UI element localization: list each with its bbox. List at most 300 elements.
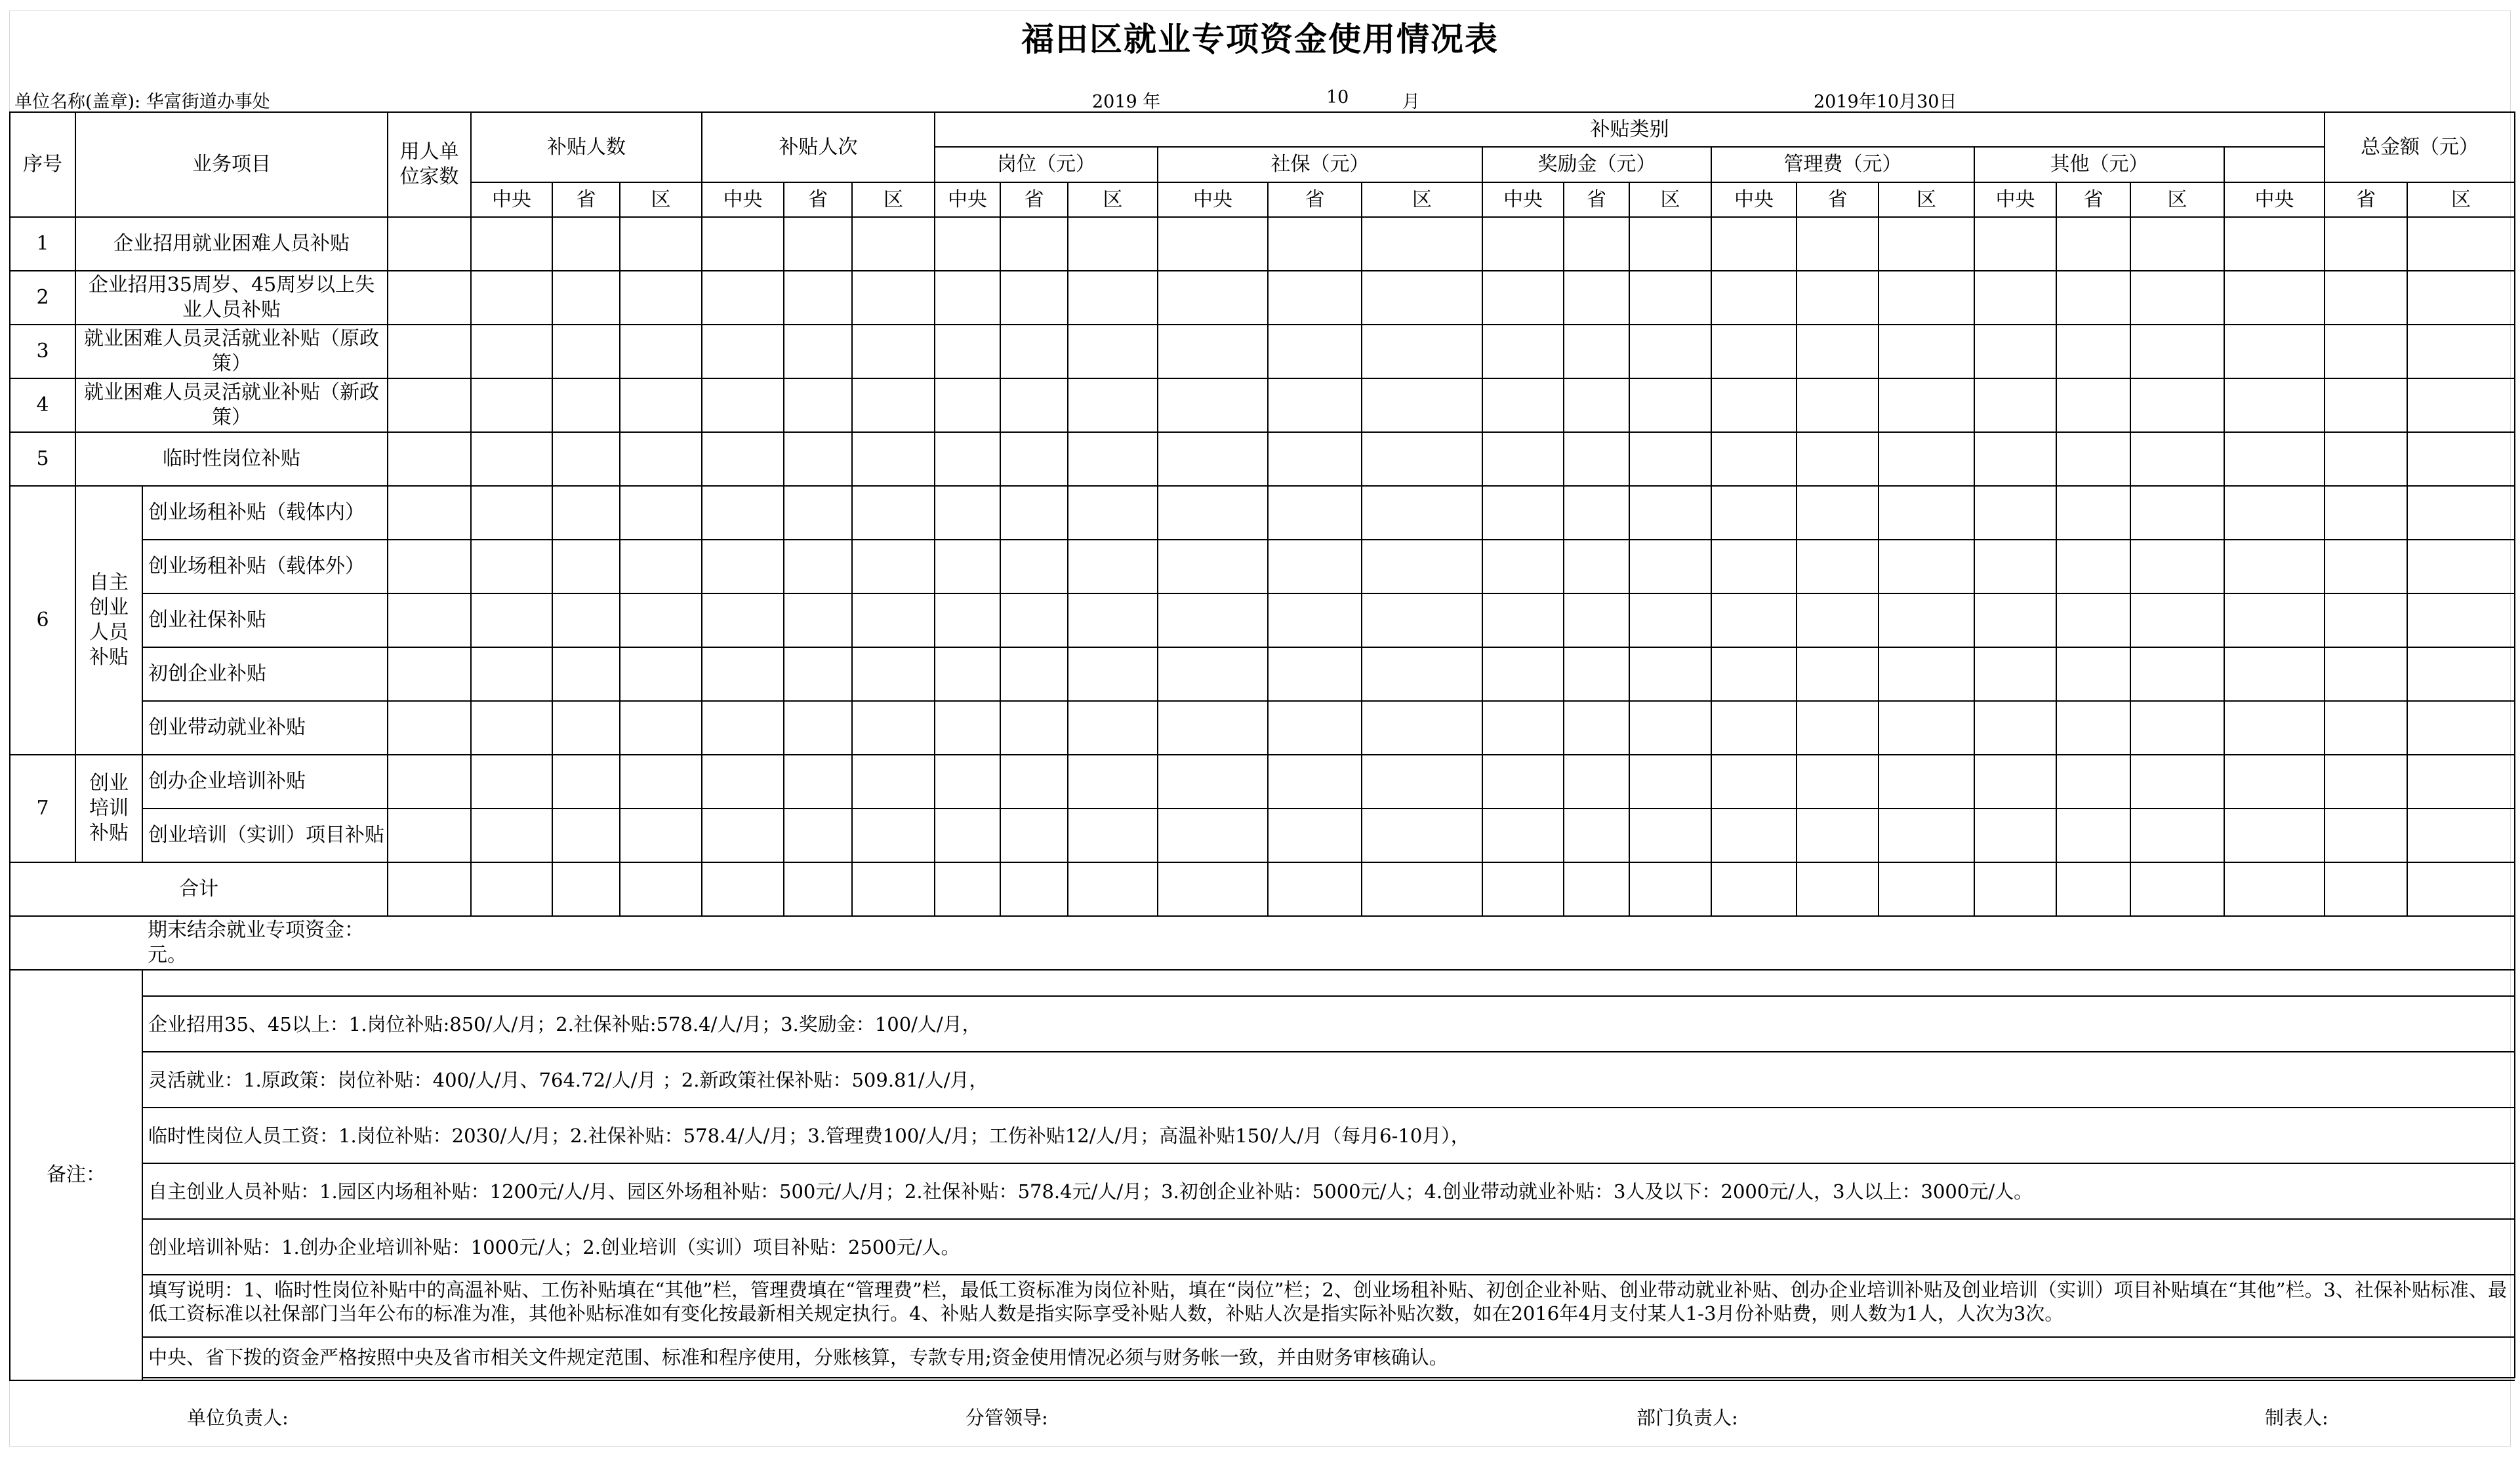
entry-cell[interactable] [935, 701, 1000, 755]
entry-cell[interactable] [2130, 217, 2224, 271]
entry-cell[interactable] [1362, 647, 1482, 701]
entry-cell[interactable] [1000, 755, 1068, 809]
entry-cell[interactable] [388, 593, 471, 647]
entry-cell[interactable] [784, 432, 852, 486]
entry-cell[interactable] [1362, 701, 1482, 755]
entry-cell[interactable] [2130, 701, 2224, 755]
entry-cell[interactable] [1158, 217, 1268, 271]
entry-cell[interactable] [1000, 325, 1068, 378]
entry-cell[interactable] [388, 809, 471, 862]
entry-cell[interactable] [388, 647, 471, 701]
entry-cell[interactable] [1362, 378, 1482, 432]
entry-cell[interactable] [471, 432, 552, 486]
entry-cell[interactable] [1797, 432, 1879, 486]
entry-cell[interactable] [1711, 540, 1797, 593]
entry-cell[interactable] [1711, 593, 1797, 647]
entry-cell[interactable] [2224, 325, 2325, 378]
entry-cell[interactable] [2056, 325, 2130, 378]
entry-cell[interactable] [1797, 755, 1879, 809]
entry-cell[interactable] [620, 647, 702, 701]
entry-cell[interactable] [1711, 271, 1797, 325]
entry-cell[interactable] [784, 862, 852, 916]
entry-cell[interactable] [2407, 755, 2515, 809]
entry-cell[interactable] [471, 809, 552, 862]
entry-cell[interactable] [2407, 809, 2515, 862]
entry-cell[interactable] [1629, 217, 1711, 271]
entry-cell[interactable] [852, 593, 935, 647]
entry-cell[interactable] [702, 325, 784, 378]
entry-cell[interactable] [620, 809, 702, 862]
entry-cell[interactable] [784, 701, 852, 755]
entry-cell[interactable] [1482, 217, 1564, 271]
entry-cell[interactable] [1068, 378, 1158, 432]
entry-cell[interactable] [1629, 647, 1711, 701]
entry-cell[interactable] [1482, 271, 1564, 325]
entry-cell[interactable] [1482, 701, 1564, 755]
entry-cell[interactable] [388, 325, 471, 378]
entry-cell[interactable] [1268, 217, 1362, 271]
entry-cell[interactable] [1711, 432, 1797, 486]
entry-cell[interactable] [1797, 701, 1879, 755]
entry-cell[interactable] [784, 593, 852, 647]
entry-cell[interactable] [702, 540, 784, 593]
entry-cell[interactable] [2224, 647, 2325, 701]
entry-cell[interactable] [2325, 271, 2407, 325]
entry-cell[interactable] [2224, 593, 2325, 647]
entry-cell[interactable] [1158, 486, 1268, 540]
entry-cell[interactable] [2224, 217, 2325, 271]
entry-cell[interactable] [1711, 862, 1797, 916]
entry-cell[interactable] [1482, 432, 1564, 486]
entry-cell[interactable] [2407, 271, 2515, 325]
entry-cell[interactable] [2325, 432, 2407, 486]
entry-cell[interactable] [2325, 862, 2407, 916]
entry-cell[interactable] [935, 271, 1000, 325]
entry-cell[interactable] [1068, 432, 1158, 486]
entry-cell[interactable] [2130, 593, 2224, 647]
entry-cell[interactable] [471, 486, 552, 540]
entry-cell[interactable] [1000, 486, 1068, 540]
entry-cell[interactable] [2407, 701, 2515, 755]
entry-cell[interactable] [1564, 862, 1629, 916]
entry-cell[interactable] [935, 540, 1000, 593]
entry-cell[interactable] [935, 647, 1000, 701]
entry-cell[interactable] [552, 217, 620, 271]
entry-cell[interactable] [1879, 378, 1974, 432]
entry-cell[interactable] [2130, 271, 2224, 325]
entry-cell[interactable] [471, 378, 552, 432]
entry-cell[interactable] [388, 701, 471, 755]
entry-cell[interactable] [1797, 378, 1879, 432]
entry-cell[interactable] [1482, 540, 1564, 593]
entry-cell[interactable] [388, 217, 471, 271]
entry-cell[interactable] [1629, 593, 1711, 647]
entry-cell[interactable] [1711, 325, 1797, 378]
entry-cell[interactable] [1879, 593, 1974, 647]
entry-cell[interactable] [2056, 593, 2130, 647]
entry-cell[interactable] [2407, 217, 2515, 271]
entry-cell[interactable] [2056, 755, 2130, 809]
entry-cell[interactable] [2407, 647, 2515, 701]
entry-cell[interactable] [1974, 217, 2056, 271]
entry-cell[interactable] [1268, 325, 1362, 378]
entry-cell[interactable] [2224, 271, 2325, 325]
entry-cell[interactable] [471, 701, 552, 755]
entry-cell[interactable] [2325, 647, 2407, 701]
entry-cell[interactable] [1974, 486, 2056, 540]
entry-cell[interactable] [2325, 486, 2407, 540]
entry-cell[interactable] [552, 647, 620, 701]
entry-cell[interactable] [1482, 862, 1564, 916]
entry-cell[interactable] [1564, 271, 1629, 325]
entry-cell[interactable] [388, 540, 471, 593]
entry-cell[interactable] [2325, 378, 2407, 432]
entry-cell[interactable] [552, 271, 620, 325]
entry-cell[interactable] [2056, 378, 2130, 432]
entry-cell[interactable] [388, 378, 471, 432]
entry-cell[interactable] [1482, 486, 1564, 540]
entry-cell[interactable] [1268, 540, 1362, 593]
entry-cell[interactable] [702, 486, 784, 540]
entry-cell[interactable] [2224, 755, 2325, 809]
entry-cell[interactable] [2130, 809, 2224, 862]
entry-cell[interactable] [1268, 862, 1362, 916]
entry-cell[interactable] [1711, 378, 1797, 432]
entry-cell[interactable] [2056, 862, 2130, 916]
entry-cell[interactable] [702, 217, 784, 271]
entry-cell[interactable] [1158, 325, 1268, 378]
entry-cell[interactable] [1629, 325, 1711, 378]
entry-cell[interactable] [1974, 432, 2056, 486]
entry-cell[interactable] [1158, 540, 1268, 593]
entry-cell[interactable] [552, 593, 620, 647]
entry-cell[interactable] [1564, 540, 1629, 593]
entry-cell[interactable] [1564, 486, 1629, 540]
entry-cell[interactable] [702, 432, 784, 486]
entry-cell[interactable] [2325, 325, 2407, 378]
entry-cell[interactable] [1068, 862, 1158, 916]
entry-cell[interactable] [552, 809, 620, 862]
entry-cell[interactable] [1974, 540, 2056, 593]
entry-cell[interactable] [2130, 540, 2224, 593]
entry-cell[interactable] [552, 540, 620, 593]
entry-cell[interactable] [1068, 593, 1158, 647]
entry-cell[interactable] [935, 862, 1000, 916]
entry-cell[interactable] [1629, 432, 1711, 486]
entry-cell[interactable] [1629, 271, 1711, 325]
entry-cell[interactable] [1564, 432, 1629, 486]
entry-cell[interactable] [1564, 647, 1629, 701]
entry-cell[interactable] [1879, 809, 1974, 862]
entry-cell[interactable] [620, 486, 702, 540]
entry-cell[interactable] [1362, 593, 1482, 647]
entry-cell[interactable] [1711, 486, 1797, 540]
entry-cell[interactable] [702, 271, 784, 325]
entry-cell[interactable] [1158, 593, 1268, 647]
entry-cell[interactable] [2130, 432, 2224, 486]
entry-cell[interactable] [2056, 432, 2130, 486]
entry-cell[interactable] [1879, 755, 1974, 809]
entry-cell[interactable] [620, 325, 702, 378]
entry-cell[interactable] [784, 809, 852, 862]
entry-cell[interactable] [1879, 540, 1974, 593]
entry-cell[interactable] [2056, 701, 2130, 755]
entry-cell[interactable] [2224, 378, 2325, 432]
entry-cell[interactable] [471, 647, 552, 701]
entry-cell[interactable] [2224, 540, 2325, 593]
entry-cell[interactable] [1268, 271, 1362, 325]
entry-cell[interactable] [1000, 862, 1068, 916]
entry-cell[interactable] [1482, 325, 1564, 378]
entry-cell[interactable] [1000, 540, 1068, 593]
entry-cell[interactable] [1629, 862, 1711, 916]
entry-cell[interactable] [620, 540, 702, 593]
entry-cell[interactable] [1629, 701, 1711, 755]
entry-cell[interactable] [1000, 647, 1068, 701]
entry-cell[interactable] [2407, 325, 2515, 378]
entry-cell[interactable] [1268, 486, 1362, 540]
entry-cell[interactable] [1564, 217, 1629, 271]
entry-cell[interactable] [552, 755, 620, 809]
entry-cell[interactable] [2056, 486, 2130, 540]
entry-cell[interactable] [784, 378, 852, 432]
entry-cell[interactable] [1268, 701, 1362, 755]
entry-cell[interactable] [2325, 217, 2407, 271]
entry-cell[interactable] [1629, 540, 1711, 593]
entry-cell[interactable] [1974, 647, 2056, 701]
entry-cell[interactable] [552, 432, 620, 486]
entry-cell[interactable] [471, 755, 552, 809]
entry-cell[interactable] [784, 755, 852, 809]
entry-cell[interactable] [852, 701, 935, 755]
entry-cell[interactable] [2407, 486, 2515, 540]
entry-cell[interactable] [2407, 540, 2515, 593]
entry-cell[interactable] [1974, 755, 2056, 809]
entry-cell[interactable] [852, 540, 935, 593]
entry-cell[interactable] [1629, 486, 1711, 540]
entry-cell[interactable] [471, 217, 552, 271]
entry-cell[interactable] [2130, 647, 2224, 701]
entry-cell[interactable] [1879, 271, 1974, 325]
entry-cell[interactable] [1879, 647, 1974, 701]
entry-cell[interactable] [1158, 432, 1268, 486]
entry-cell[interactable] [935, 593, 1000, 647]
entry-cell[interactable] [2325, 540, 2407, 593]
entry-cell[interactable] [2130, 378, 2224, 432]
entry-cell[interactable] [2407, 378, 2515, 432]
entry-cell[interactable] [552, 378, 620, 432]
entry-cell[interactable] [2224, 862, 2325, 916]
entry-cell[interactable] [1879, 217, 1974, 271]
entry-cell[interactable] [388, 862, 471, 916]
entry-cell[interactable] [388, 755, 471, 809]
entry-cell[interactable] [1974, 271, 2056, 325]
entry-cell[interactable] [1797, 271, 1879, 325]
entry-cell[interactable] [1711, 701, 1797, 755]
entry-cell[interactable] [1362, 486, 1482, 540]
entry-cell[interactable] [1879, 862, 1974, 916]
entry-cell[interactable] [2056, 271, 2130, 325]
entry-cell[interactable] [1158, 271, 1268, 325]
entry-cell[interactable] [1797, 809, 1879, 862]
entry-cell[interactable] [1711, 755, 1797, 809]
entry-cell[interactable] [1629, 809, 1711, 862]
entry-cell[interactable] [2224, 432, 2325, 486]
entry-cell[interactable] [1711, 647, 1797, 701]
entry-cell[interactable] [1268, 755, 1362, 809]
entry-cell[interactable] [1879, 432, 1974, 486]
entry-cell[interactable] [935, 217, 1000, 271]
entry-cell[interactable] [935, 325, 1000, 378]
entry-cell[interactable] [620, 217, 702, 271]
entry-cell[interactable] [784, 647, 852, 701]
entry-cell[interactable] [620, 271, 702, 325]
entry-cell[interactable] [852, 271, 935, 325]
entry-cell[interactable] [935, 755, 1000, 809]
entry-cell[interactable] [2407, 432, 2515, 486]
entry-cell[interactable] [1629, 755, 1711, 809]
entry-cell[interactable] [2407, 862, 2515, 916]
entry-cell[interactable] [552, 486, 620, 540]
entry-cell[interactable] [935, 432, 1000, 486]
entry-cell[interactable] [1879, 325, 1974, 378]
entry-cell[interactable] [552, 862, 620, 916]
entry-cell[interactable] [1268, 432, 1362, 486]
entry-cell[interactable] [784, 540, 852, 593]
entry-cell[interactable] [1068, 217, 1158, 271]
entry-cell[interactable] [1068, 325, 1158, 378]
entry-cell[interactable] [1974, 862, 2056, 916]
entry-cell[interactable] [1362, 809, 1482, 862]
entry-cell[interactable] [1629, 378, 1711, 432]
entry-cell[interactable] [852, 809, 935, 862]
entry-cell[interactable] [1974, 378, 2056, 432]
entry-cell[interactable] [1158, 701, 1268, 755]
entry-cell[interactable] [1564, 378, 1629, 432]
entry-cell[interactable] [2325, 809, 2407, 862]
entry-cell[interactable] [784, 271, 852, 325]
entry-cell[interactable] [1974, 701, 2056, 755]
entry-cell[interactable] [2130, 862, 2224, 916]
entry-cell[interactable] [1797, 593, 1879, 647]
entry-cell[interactable] [852, 217, 935, 271]
entry-cell[interactable] [1000, 217, 1068, 271]
entry-cell[interactable] [702, 378, 784, 432]
entry-cell[interactable] [620, 593, 702, 647]
entry-cell[interactable] [1158, 809, 1268, 862]
entry-cell[interactable] [1068, 701, 1158, 755]
entry-cell[interactable] [1000, 701, 1068, 755]
entry-cell[interactable] [935, 378, 1000, 432]
entry-cell[interactable] [1482, 647, 1564, 701]
entry-cell[interactable] [388, 486, 471, 540]
entry-cell[interactable] [702, 593, 784, 647]
entry-cell[interactable] [1482, 378, 1564, 432]
entry-cell[interactable] [852, 862, 935, 916]
entry-cell[interactable] [471, 540, 552, 593]
entry-cell[interactable] [702, 809, 784, 862]
entry-cell[interactable] [1362, 862, 1482, 916]
entry-cell[interactable] [388, 432, 471, 486]
entry-cell[interactable] [1797, 486, 1879, 540]
entry-cell[interactable] [1879, 486, 1974, 540]
entry-cell[interactable] [471, 271, 552, 325]
entry-cell[interactable] [1564, 701, 1629, 755]
entry-cell[interactable] [1564, 755, 1629, 809]
entry-cell[interactable] [2056, 217, 2130, 271]
entry-cell[interactable] [1797, 540, 1879, 593]
entry-cell[interactable] [1564, 809, 1629, 862]
entry-cell[interactable] [1000, 809, 1068, 862]
entry-cell[interactable] [1068, 755, 1158, 809]
entry-cell[interactable] [2325, 701, 2407, 755]
entry-cell[interactable] [1879, 701, 1974, 755]
entry-cell[interactable] [2056, 809, 2130, 862]
entry-cell[interactable] [552, 325, 620, 378]
entry-cell[interactable] [1000, 271, 1068, 325]
entry-cell[interactable] [2130, 325, 2224, 378]
entry-cell[interactable] [2325, 755, 2407, 809]
entry-cell[interactable] [620, 862, 702, 916]
entry-cell[interactable] [935, 809, 1000, 862]
entry-cell[interactable] [1362, 540, 1482, 593]
entry-cell[interactable] [935, 486, 1000, 540]
entry-cell[interactable] [1564, 325, 1629, 378]
entry-cell[interactable] [784, 217, 852, 271]
entry-cell[interactable] [2130, 755, 2224, 809]
entry-cell[interactable] [2130, 486, 2224, 540]
entry-cell[interactable] [1797, 862, 1879, 916]
entry-cell[interactable] [1000, 378, 1068, 432]
entry-cell[interactable] [852, 486, 935, 540]
entry-cell[interactable] [471, 862, 552, 916]
entry-cell[interactable] [1362, 271, 1482, 325]
entry-cell[interactable] [1974, 593, 2056, 647]
entry-cell[interactable] [1068, 486, 1158, 540]
entry-cell[interactable] [1362, 217, 1482, 271]
entry-cell[interactable] [552, 701, 620, 755]
entry-cell[interactable] [852, 647, 935, 701]
entry-cell[interactable] [1068, 647, 1158, 701]
entry-cell[interactable] [1268, 809, 1362, 862]
entry-cell[interactable] [852, 432, 935, 486]
entry-cell[interactable] [1158, 862, 1268, 916]
entry-cell[interactable] [2224, 809, 2325, 862]
entry-cell[interactable] [852, 378, 935, 432]
entry-cell[interactable] [702, 862, 784, 916]
entry-cell[interactable] [471, 325, 552, 378]
entry-cell[interactable] [1362, 755, 1482, 809]
entry-cell[interactable] [1974, 325, 2056, 378]
entry-cell[interactable] [1068, 540, 1158, 593]
entry-cell[interactable] [1711, 217, 1797, 271]
entry-cell[interactable] [1068, 809, 1158, 862]
entry-cell[interactable] [2224, 701, 2325, 755]
entry-cell[interactable] [620, 432, 702, 486]
entry-cell[interactable] [702, 701, 784, 755]
entry-cell[interactable] [784, 486, 852, 540]
entry-cell[interactable] [1268, 647, 1362, 701]
entry-cell[interactable] [620, 378, 702, 432]
entry-cell[interactable] [2325, 593, 2407, 647]
entry-cell[interactable] [1362, 325, 1482, 378]
entry-cell[interactable] [1482, 593, 1564, 647]
entry-cell[interactable] [1000, 593, 1068, 647]
entry-cell[interactable] [1000, 432, 1068, 486]
entry-cell[interactable] [852, 325, 935, 378]
entry-cell[interactable] [1068, 271, 1158, 325]
entry-cell[interactable] [702, 755, 784, 809]
